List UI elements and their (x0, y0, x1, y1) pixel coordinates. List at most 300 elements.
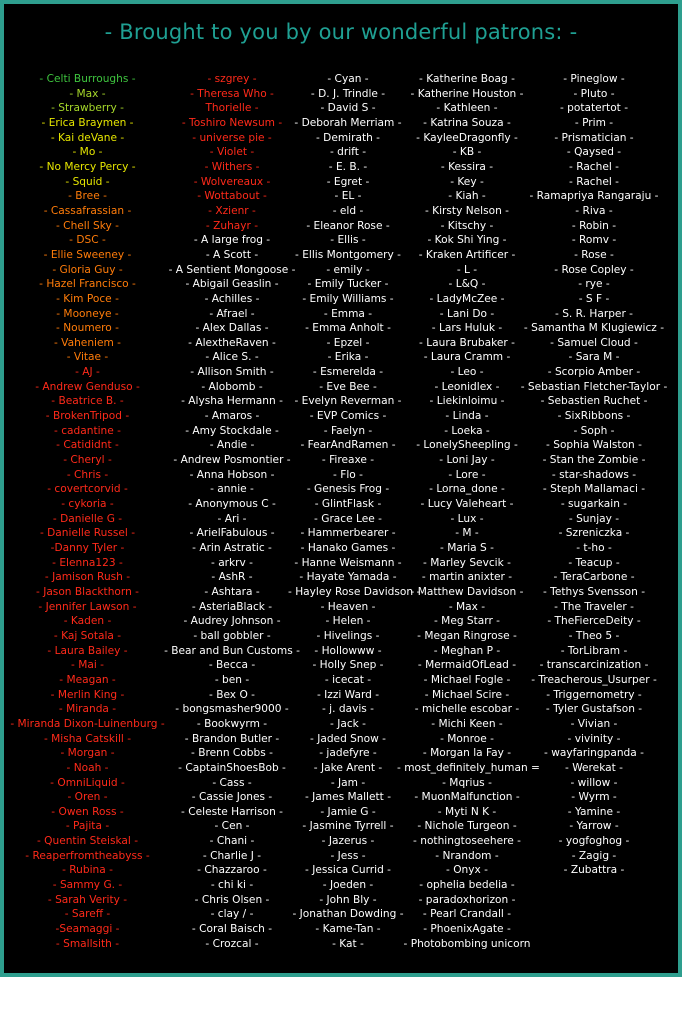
patron-name: - Merlin King - (50, 688, 125, 701)
patron-name: - Kat - (332, 937, 364, 950)
patron-name: - AsteriaBlack - (191, 600, 273, 613)
patron-name: - Alex Dallas - (195, 322, 269, 335)
patron-name: - Kaj Sotala - (53, 629, 122, 642)
patron-name: - yogfoghog - (558, 835, 630, 848)
patron-name: - Chris Olsen - (194, 893, 270, 906)
patron-name: - Sophia Walston - (546, 439, 642, 452)
patron-name: - ophelia bedelia - (419, 879, 515, 892)
patron-name: - Meg Starr - (433, 615, 501, 628)
patron-name: - Katherine Boag - (419, 73, 515, 85)
patron-name: - Holly Snep - (312, 659, 384, 672)
patron-name: - Monroe - (440, 732, 494, 745)
patron-name: - Egret - (326, 175, 370, 188)
patron-name: - arkrv - (211, 556, 253, 569)
patron-name: - Kathleen - (436, 102, 498, 115)
patron-name: - Laura Brubaker - (419, 336, 515, 349)
patron-name: - Michi Keen - (431, 717, 503, 730)
patron-name: - Linda - (445, 410, 489, 423)
patron-name: - Withers - (204, 160, 260, 173)
patron-name: - Chell Sky - (55, 219, 119, 232)
patron-name: - sugarkain - (560, 498, 628, 511)
patron-name: - Tyler Gustafson - (545, 703, 643, 716)
patron-name: - Hanako Games - (300, 542, 396, 554)
patron-name: - Danielle G - (52, 512, 123, 525)
patron-name: - willow - (570, 776, 618, 789)
patron-name: - Emily Williams - (302, 292, 394, 305)
patron-name: - Meagan - (59, 673, 116, 686)
patron-name: - Nrandom - (435, 849, 499, 862)
patron-name: - Flo - (333, 468, 363, 481)
patron-column-5 (514, 72, 674, 878)
patron-name: - Emily Tucker - (307, 278, 389, 291)
patron-name: - Brandon Butler - (184, 732, 280, 745)
patron-name: - Evelyn Reverman - (294, 395, 402, 408)
patron-name: - Scorpio Amber - (547, 366, 641, 379)
patron-name: - Bear and Bun Customs - (164, 644, 300, 657)
patron-name: - Rubina - (62, 864, 113, 877)
patron-name: - TorLibram - (560, 644, 628, 657)
patron-name: - michelle escobar - (414, 703, 520, 716)
patron-name: - Max - (448, 600, 486, 613)
patron-name: - L&Q - (448, 278, 486, 291)
patron-name: - Reaperfromtheabyss - (25, 849, 150, 862)
patron-name: - Strawberry - (51, 102, 124, 115)
patron-name: Thorielle - (205, 102, 259, 115)
patron-name: - Lore - (448, 468, 486, 481)
patron-name: - Kok Shi Ying - (427, 234, 507, 247)
patron-name: - Hanne Weismann - (294, 556, 402, 569)
patron-name: - Jack - (330, 717, 366, 730)
patron-name: - TeraCarbone - (553, 571, 635, 584)
patron-name: - Chris - (66, 468, 109, 481)
patron-name: - Yamine - (567, 805, 621, 818)
patron-name: - Romv - (571, 234, 617, 247)
patron-name: - Hivelings - (316, 629, 380, 642)
patron-name: - Robin - (571, 219, 617, 232)
patron-name: - Crozcal - (205, 937, 259, 950)
patron-name: - Cassie Jones - (191, 791, 273, 804)
patron-name: - universe pie - (192, 131, 272, 144)
patron-name: - Ellis - (330, 234, 366, 247)
patron-name: - GlintFlask - (314, 498, 382, 511)
patron-name: - Mo - (72, 146, 103, 159)
patron-name: - Anna Hobson - (189, 468, 275, 481)
patron-name: - szgrey - (207, 73, 257, 85)
patron-name: - Abigail Geaslin - (185, 278, 279, 291)
patron-name: - Rachel - (569, 175, 619, 188)
patron-name: - AJ - (75, 366, 100, 379)
patron-column-3 (288, 72, 421, 951)
patron-name: - bongsmasher9000 - (175, 703, 289, 716)
patron-name: - L - (456, 263, 478, 276)
patron-name: - Genesis Frog - (306, 483, 390, 496)
patron-name: - FearAndRamen - (300, 439, 396, 452)
patron-name: - Hazel Francisco - (39, 278, 136, 291)
patron-name: - Lux - (450, 512, 484, 525)
patron-name: -Danny Tyler - (50, 542, 125, 554)
patron-name: - eld - (332, 204, 364, 217)
patron-name: - Vitae - (66, 351, 109, 364)
patron-name: - Misha Catskill - (43, 732, 132, 745)
patron-name: - Afrael - (209, 307, 255, 320)
patron-name: - Lani Do - (439, 307, 495, 320)
patron-name: - Sebastien Ruchet - (540, 395, 648, 408)
patron-name: - The Traveler - (554, 600, 634, 613)
patron-name: - Sunjay - (568, 512, 620, 525)
patron-name: - Katrina Souza - (423, 116, 511, 129)
patron-name: - Lars Huluk - (431, 322, 503, 335)
patron-name: - Prim - (574, 116, 614, 129)
patron-name: - Rose Copley - (554, 263, 634, 276)
patron-name: - Faelyn - (323, 424, 373, 437)
patron-name: - LadyMcZee - (429, 292, 505, 305)
patron-name: - Toshiro Newsum - (181, 116, 283, 129)
patron-name: - M - (455, 527, 479, 540)
patron-name: - Szreniczka - (558, 527, 630, 540)
patron-name: - Emma Anholt - (305, 322, 391, 335)
patron-name: - Wolvereaux - (193, 175, 271, 188)
patron-name: - Soph - (573, 424, 615, 437)
patron-name: - Mai - (71, 659, 104, 672)
patron-name: - MuonMalfunction - (414, 791, 520, 804)
patron-name: - Qaysed - (566, 146, 622, 159)
patron-name: - Pluto - (573, 87, 615, 100)
patron-name: - A Scott - (205, 248, 259, 261)
patron-name: - Pearl Crandall - (422, 908, 512, 921)
patron-name: - Grace Lee - (314, 512, 382, 525)
patron-name: - Myti N K - (437, 805, 497, 818)
patron-name: - Jazerus - (321, 835, 375, 848)
patron-name: - vivinity - (567, 732, 621, 745)
patron-name: - Jam - (330, 776, 366, 789)
patron-name: - Andrew Genduso - (35, 380, 140, 393)
patron-name: - Xzienr - (208, 204, 256, 217)
patron-name: - Celti Burroughs - (39, 73, 136, 85)
patron-name: - Sebastian Fletcher-Taylor - (520, 380, 668, 393)
patron-name: - Kessira - (440, 160, 494, 173)
patron-name: - Yarrow - (569, 820, 619, 833)
patron-name: - Sareff - (64, 908, 111, 921)
patron-name: - Charlie J - (202, 849, 262, 862)
patron-name: - Onyx - (446, 864, 488, 877)
patron-name: - Ramapriya Rangaraju - (529, 190, 659, 203)
patron-name: - D. J. Trindle - (310, 87, 386, 100)
patron-name: - Noah - (66, 761, 109, 774)
patron-name: - Erika - (327, 351, 369, 364)
patron-name: - Kitschy - (440, 219, 494, 232)
patron-name: - Jessica Currid - (305, 864, 391, 877)
patron-name: - paradoxhorizon - (418, 893, 516, 906)
patron-name: - Steph Mallamaci - (542, 483, 646, 496)
patron-name: - Jason Blackthorn - (36, 585, 139, 598)
patron-name: - Jess - (330, 849, 366, 862)
patron-name: - A large frog - (193, 234, 271, 247)
patron-name: - Ashtara - (204, 585, 260, 598)
patron-name: - Cassafrassian - (43, 204, 132, 217)
patron-name: - Deborah Merriam - (294, 116, 402, 129)
patron-name: - star-shadows - (551, 468, 637, 481)
patron-name: - Jasmine Tyrrell - (302, 820, 394, 833)
patron-name: - Samantha M Klugiewicz - (523, 322, 665, 335)
patron-name: - Hayate Yamada - (299, 571, 397, 584)
patron-name: - KayleeDragonfly - (416, 131, 518, 144)
patron-name: - Celeste Harrison - (181, 805, 283, 818)
patron-name: - Squid - (65, 175, 110, 188)
patron-name: - Zubattra - (563, 864, 625, 877)
patron-name: - PhoenixAgate - (423, 923, 511, 936)
patron-name: - t-ho - (576, 542, 612, 554)
patron-name: - Wottabout - (197, 190, 267, 203)
patron-name: - cykoria - (61, 498, 114, 511)
patron-name: - Leo - (450, 366, 484, 379)
patron-name: - Esmerelda - (312, 366, 384, 379)
patron-name: - Meghan P - (433, 644, 501, 657)
patron-name: - Key - (450, 175, 484, 188)
patron-name: - Miranda Dixon-Luinenburg - (10, 717, 165, 730)
patron-name: - martin anixter - (421, 571, 513, 584)
patron-name: - Noumero - (56, 322, 119, 335)
patron-name: - Theresa Who - (190, 87, 274, 100)
patron-name: - A Sentient Mongoose - (168, 263, 296, 276)
patron-name: - Max - (69, 87, 106, 100)
patron-name: - Audrey Johnson - (183, 615, 281, 628)
patron-name: - BrokenTripod - (45, 410, 130, 423)
patron-name: - Morgan - (60, 747, 115, 760)
patron-name: - Owen Ross - (51, 805, 124, 818)
patron-name: - No Mercy Percy - (39, 160, 136, 173)
patron-name: - Allison Smith - (190, 366, 274, 379)
patron-name: - Mooneye - (56, 307, 119, 320)
patron-name: - ben - (214, 673, 250, 686)
patron-name: - Miranda - (58, 703, 117, 716)
patron-name: - Loni Jay - (439, 454, 495, 467)
patron-name: - MermaidOfLead - (417, 659, 517, 672)
patron-name: - Helen - (325, 615, 371, 628)
patron-name: - EVP Comics - (309, 410, 387, 423)
patron-name: - Matthew Davidson - (410, 585, 524, 598)
patron-name: - Cheryl - (63, 454, 112, 467)
patron-name: - Kraken Artificer - (418, 248, 516, 261)
patron-name: - Kai deVane - (50, 131, 125, 144)
patron-name: - Brenn Cobbs - (191, 747, 273, 760)
patron-name: - Katherine Houston - (410, 87, 524, 100)
patron-name: - Cass - (212, 776, 252, 789)
patron-name: - Amaros - (204, 410, 260, 423)
patron-name: - Izzi Ward - (316, 688, 380, 701)
patron-name: - S F - (578, 292, 610, 305)
patron-name: - AlextheRaven - (188, 336, 276, 349)
patron-name: - Joeden - (322, 879, 374, 892)
patron-name: - Nichole Turgeon - (417, 820, 517, 833)
patron-name: - Bookwyrm - (196, 717, 268, 730)
patron-name: - KB - (452, 146, 482, 159)
patron-name: - Loeka - (444, 424, 490, 437)
patron-name: - John Bly - (319, 893, 377, 906)
patron-name: - Coral Baisch - (191, 923, 273, 936)
patron-name: - Hayley Rose Davidson - (288, 585, 421, 598)
patron-name: - Vivian - (570, 717, 618, 730)
patron-name: - CaptainShoesBob - (178, 761, 286, 774)
patron-name: - Marley Sevcik - (423, 556, 511, 569)
patron-name: - Kiah - (448, 190, 486, 203)
patron-name: - Quentin Steiskal - (36, 835, 139, 848)
patron-name: - OmniLiquid - (50, 776, 125, 789)
patron-name: - Epzel - (326, 336, 370, 349)
patron-name: - j. davis - (321, 703, 374, 716)
patron-name: - Tethys Svensson - (542, 585, 646, 598)
patron-name: - Ellis Montgomery - (295, 248, 401, 261)
patron-name: - Elenna123 - (52, 556, 123, 569)
patron-name: - Eve Bee - (319, 380, 377, 393)
patron-name: - EL - (334, 190, 362, 203)
patron-name: - Demirath - (315, 131, 381, 144)
patron-name: - Lucy Valeheart - (420, 498, 514, 511)
patron-name: - Photobombing unicorn (403, 937, 531, 950)
patron-name: - Violet - (209, 146, 255, 159)
patron-name: - Sara M - (568, 351, 620, 364)
patron-name: - Leonidlex - (434, 380, 500, 393)
patron-name: - Michael Fogle - (423, 673, 511, 686)
patron-name: - wayfaringpanda - (544, 747, 644, 760)
patron-name: - Catididnt - (56, 439, 119, 452)
patron-name: - Morgan la Fay - (422, 747, 512, 760)
patron-name: - Alobomb - (201, 380, 263, 393)
patron-name: - jadefyre - (319, 747, 377, 760)
patron-name: - clay / - (210, 908, 254, 921)
patron-name: - Werekat - (565, 761, 623, 774)
patron-name: - Maria S - (440, 542, 494, 554)
patron-name: - Laura Cramm - (423, 351, 511, 364)
patron-name: - emily - (326, 263, 370, 276)
patron-name: - DSC - (69, 234, 106, 247)
patron-name: - potatertot - (559, 102, 629, 115)
patron-name: - Jake Arent - (313, 761, 383, 774)
patron-name: - Chazzaroo - (197, 864, 267, 877)
patron-name: - Smallsith - (55, 937, 120, 950)
patron-name: - Zuhayr - (205, 219, 259, 232)
patron-name: - Erica Braymen - (41, 116, 134, 129)
patron-name: - David S - (320, 102, 376, 115)
patron-name: - Alysha Hermann - (181, 395, 283, 408)
patron-name: - Sammy G. - (52, 879, 123, 892)
patron-name: - cadantine - (54, 424, 121, 437)
patron-name: - Vaheniem - (53, 336, 122, 349)
patron-name: - Stan the Zombie - (542, 454, 646, 467)
patron-name: - Becca - (208, 659, 256, 672)
patron-name: - icecat - (324, 673, 372, 686)
patron-name: - TheFierceDeity - (547, 615, 641, 628)
patron-name: - Cyan - (327, 73, 369, 85)
patron-name: - AshR - (211, 571, 253, 584)
patron-name: - Achilles - (204, 292, 260, 305)
patron-name: - Hollowww - (314, 644, 382, 657)
patron-name: - Prismatician - (554, 131, 634, 144)
patron-name: - annie - (210, 483, 254, 496)
patron-name: - Alice S. - (205, 351, 259, 364)
patron-name: - SixRibbons - (557, 410, 631, 423)
patron-name: - drift - (329, 146, 367, 159)
patron-name: - most_definitely_human = (397, 761, 540, 774)
patron-name: - covertcorvid - (47, 483, 128, 496)
patron-name: - Rachel - (569, 160, 619, 173)
patron-name: - transcarcinization - (539, 659, 649, 672)
patron-name: - chi ki - (210, 879, 254, 892)
patron-name: - Emma - (323, 307, 373, 320)
patron-name: - Ari - (217, 512, 247, 525)
patron-name: - Kirsty Nelson - (424, 204, 510, 217)
patron-name: - Teacup - (568, 556, 620, 569)
patron-name: - Jamison Rush - (44, 571, 131, 584)
patron-name: - James Mallett - (304, 791, 392, 804)
patron-name: - ArielFabulous - (189, 527, 275, 540)
patron-name: - Samuel Cloud - (550, 336, 638, 349)
patron-name: - Bree - (68, 190, 107, 203)
patron-name: - Mqrius - (442, 776, 492, 789)
patron-name: - Pineglow - (563, 73, 625, 85)
patron-name: - Rose - (574, 248, 614, 261)
patron-name: - Megan Ringrose - (417, 629, 517, 642)
patron-name: - E. B. - (328, 160, 368, 173)
patron-name: - nothingtoseehere - (413, 835, 521, 848)
patron-name: - Wyrm - (571, 791, 617, 804)
patron-name: - Ellie Sweeney - (43, 248, 132, 261)
patron-name: - Beatrice B. - (51, 395, 124, 408)
patron-name: - Heaven - (320, 600, 376, 613)
patron-column-1 (4, 72, 171, 951)
patron-name: - Eleanor Rose - (306, 219, 390, 232)
patron-name: - Liekinloimu - (429, 395, 505, 408)
patron-name: - Treacherous_Usurper - (531, 673, 657, 686)
patron-name: - Jennifer Lawson - (38, 600, 137, 613)
patron-name: - Kaden - (63, 615, 112, 628)
patron-name: - Zagig - (571, 849, 617, 862)
patron-name: - S. R. Harper - (555, 307, 633, 320)
patron-name: - Anonymous C - (188, 498, 276, 511)
patron-name: - Fireaxe - (321, 454, 375, 467)
patron-name: - Arin Astratic - (192, 542, 272, 554)
patron-name: - Hammerbearer - (300, 527, 396, 540)
patron-name: - Sarah Verity - (47, 893, 128, 906)
patron-name: - Bex O - (209, 688, 255, 701)
patron-name: - Kame-Tan - (315, 923, 381, 936)
patron-name: -Seamaggi - (55, 923, 120, 936)
patron-name: - ball gobbler - (193, 629, 271, 642)
patron-name: - Theo 5 - (568, 629, 620, 642)
patron-name: - Chani - (209, 835, 255, 848)
patron-name: - Cen - (214, 820, 250, 833)
patron-name: - Oren - (67, 791, 108, 804)
patron-name: - Riva - (575, 204, 613, 217)
patron-name: - Jonathan Dowding - (292, 908, 404, 921)
patron-name: - Andie - (209, 439, 255, 452)
patron-name: - rye - (578, 278, 610, 291)
patron-name: - Gloria Guy - (52, 263, 123, 276)
patron-column-2 (157, 72, 307, 951)
patron-name: - Jamie G - (320, 805, 376, 818)
patron-name: - Amy Stockdale - (185, 424, 279, 437)
patron-name: - Andrew Posmontier - (173, 454, 291, 467)
patron-name: - Triggernometry - (546, 688, 642, 701)
patron-name: - Lorna_done - (429, 483, 505, 496)
patron-name: - Kim Poce - (56, 292, 119, 305)
patron-name: - Jaded Snow - (310, 732, 386, 745)
credits-title: - Brought to you by our wonderful patrons: - (104, 20, 578, 44)
patron-name: - Michael Scire - (424, 688, 510, 701)
patron-name: - Pajita - (65, 820, 110, 833)
patron-name: - LonelySheepling - (416, 439, 518, 452)
patron-name: - Laura Bailey - (47, 644, 128, 657)
patron-name: - Danielle Russel - (39, 527, 136, 540)
